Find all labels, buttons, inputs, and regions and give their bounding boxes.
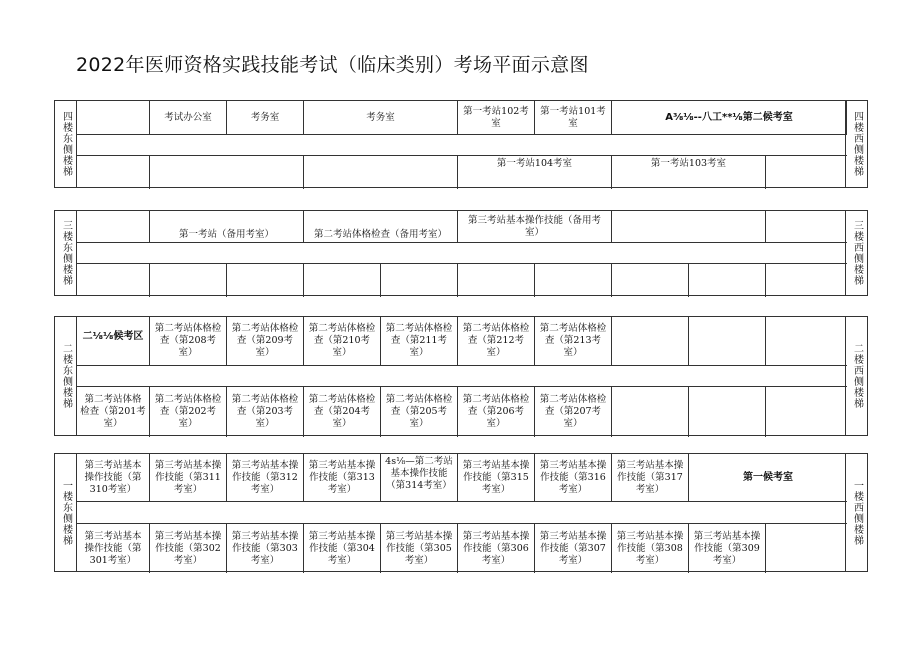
room-305: 第三考站基本操作技能（第305考室） xyxy=(381,524,458,573)
room-303: 第三考站基本操作技能（第303考室） xyxy=(227,524,304,573)
room-empty xyxy=(766,317,847,366)
room-empty xyxy=(77,156,150,189)
room-exam-office: 考试办公室 xyxy=(150,101,227,135)
floor-2-west-stairs: 二楼西侧楼梯 xyxy=(845,317,867,435)
second-waiting-room: A⅜⅛--八工**⅛第二候考室 xyxy=(612,101,847,135)
room-205: 第二考站体格检查（第205考室） xyxy=(381,387,458,437)
first-waiting-room: 第一候考室 xyxy=(689,454,847,502)
room-212: 第二考站体格检查（第212考室） xyxy=(458,317,535,366)
room-101: 第一考站101考室 xyxy=(535,101,612,135)
room-empty xyxy=(766,156,847,189)
floor-2-east-stairs: 二楼东侧楼梯 xyxy=(55,317,77,435)
room-203: 第二考站体格检查（第203考室） xyxy=(227,387,304,437)
floor-3-plan xyxy=(54,210,868,296)
floor-3-east-stairs: 三楼东侧楼梯 xyxy=(55,211,77,295)
backup-room-station-1: 第一考站（备用考室） xyxy=(150,211,304,243)
room-315: 第三考站基本操作技能（第315考室） xyxy=(458,454,535,502)
room-210: 第二考站体格检查（第210考室） xyxy=(304,317,381,366)
room-empty xyxy=(766,387,847,437)
room-307: 第三考站基本操作技能（第307考室） xyxy=(535,524,612,573)
room-empty xyxy=(689,317,766,366)
room-310: 第三考站基本操作技能（第310考室） xyxy=(77,454,150,502)
room-204: 第二考站体格检查（第204考室） xyxy=(304,387,381,437)
room-306: 第三考站基本操作技能（第306考室） xyxy=(458,524,535,573)
room-102: 第一考站102考室 xyxy=(458,101,535,135)
room-empty xyxy=(227,264,304,297)
room-104: 第一考站104考室 xyxy=(458,156,612,189)
room-empty xyxy=(689,387,766,437)
room-empty xyxy=(77,264,150,297)
room-empty xyxy=(689,264,766,297)
room-empty xyxy=(766,524,847,573)
room-empty xyxy=(304,264,381,297)
room-304: 第三考站基本操作技能（第304考室） xyxy=(304,524,381,573)
backup-room-station-3: 第三考站基本操作技能（备用考室） xyxy=(458,211,612,243)
room-empty xyxy=(458,264,535,297)
room-316: 第三考站基本操作技能（第316考室） xyxy=(535,454,612,502)
room-209: 第二考站体格检查（第209考室） xyxy=(227,317,304,366)
room-313: 第三考站基本操作技能（第313考室） xyxy=(304,454,381,502)
room-empty xyxy=(612,317,689,366)
room-empty xyxy=(77,211,150,243)
room-empty xyxy=(612,264,689,297)
room-207: 第二考站体格检查（第207考室） xyxy=(535,387,612,437)
waiting-area-2: 二⅛⅛候考区 xyxy=(77,317,150,366)
room-empty xyxy=(766,211,847,243)
page-title: 2022年医师资格实践技能考试（临床类别）考场平面示意图 xyxy=(76,54,589,76)
floor-3-west-stairs: 三楼西侧楼梯 xyxy=(845,211,867,295)
room-empty xyxy=(535,264,612,297)
room-empty xyxy=(612,387,689,437)
room-308: 第三考站基本操作技能（第308考室） xyxy=(612,524,689,573)
room-309: 第三考站基本操作技能（第309考室） xyxy=(689,524,766,573)
room-affairs-2: 考务室 xyxy=(304,101,458,135)
room-empty xyxy=(150,156,304,189)
floor-2-plan xyxy=(54,316,868,436)
room-211: 第二考站体格检查（第211考室） xyxy=(381,317,458,366)
room-affairs-1: 考务室 xyxy=(227,101,304,135)
floor-1-east-stairs: 一楼东侧楼梯 xyxy=(55,454,77,571)
floor-2-corridor xyxy=(77,366,847,387)
room-311: 第三考站基本操作技能（第311考室） xyxy=(150,454,227,502)
room-312: 第三考站基本操作技能（第312考室） xyxy=(227,454,304,502)
floor-1-west-stairs: 一楼西侧楼梯 xyxy=(845,454,867,571)
floor-4-west-stairs: 四楼西侧楼梯 xyxy=(845,101,867,187)
backup-room-station-2: 第二考站体格检查（备用考室） xyxy=(304,211,458,243)
floor-4-plan xyxy=(54,100,868,188)
room-empty xyxy=(381,264,458,297)
room-empty xyxy=(150,264,227,297)
room-302: 第三考站基本操作技能（第302考室） xyxy=(150,524,227,573)
room-206: 第二考站体格检查（第206考室） xyxy=(458,387,535,437)
room-213: 第二考站体格检查（第213考室） xyxy=(535,317,612,366)
room-202: 第二考站体格检查（第202考室） xyxy=(150,387,227,437)
floor-3-corridor xyxy=(77,243,847,264)
room-empty xyxy=(612,211,766,243)
room-201: 第二考站体格检查（第201考室） xyxy=(77,387,150,437)
room-314: 4s⅛—第二考站基本操作技能（第314考室） xyxy=(381,454,458,502)
room-103: 第一考站103考室 xyxy=(612,156,766,189)
room-empty xyxy=(304,156,458,189)
room-empty xyxy=(77,101,150,135)
floor-1-plan xyxy=(54,453,868,572)
floor-4-corridor xyxy=(77,135,847,156)
room-317: 第三考站基本操作技能（第317考室） xyxy=(612,454,689,502)
room-208: 第二考站体格检查（第208考室） xyxy=(150,317,227,366)
room-301: 第三考站基本操作技能（第301考室） xyxy=(77,524,150,573)
floor-1-corridor xyxy=(77,502,847,524)
room-empty xyxy=(766,264,847,297)
floor-4-east-stairs: 四楼东侧楼梯 xyxy=(55,101,77,187)
